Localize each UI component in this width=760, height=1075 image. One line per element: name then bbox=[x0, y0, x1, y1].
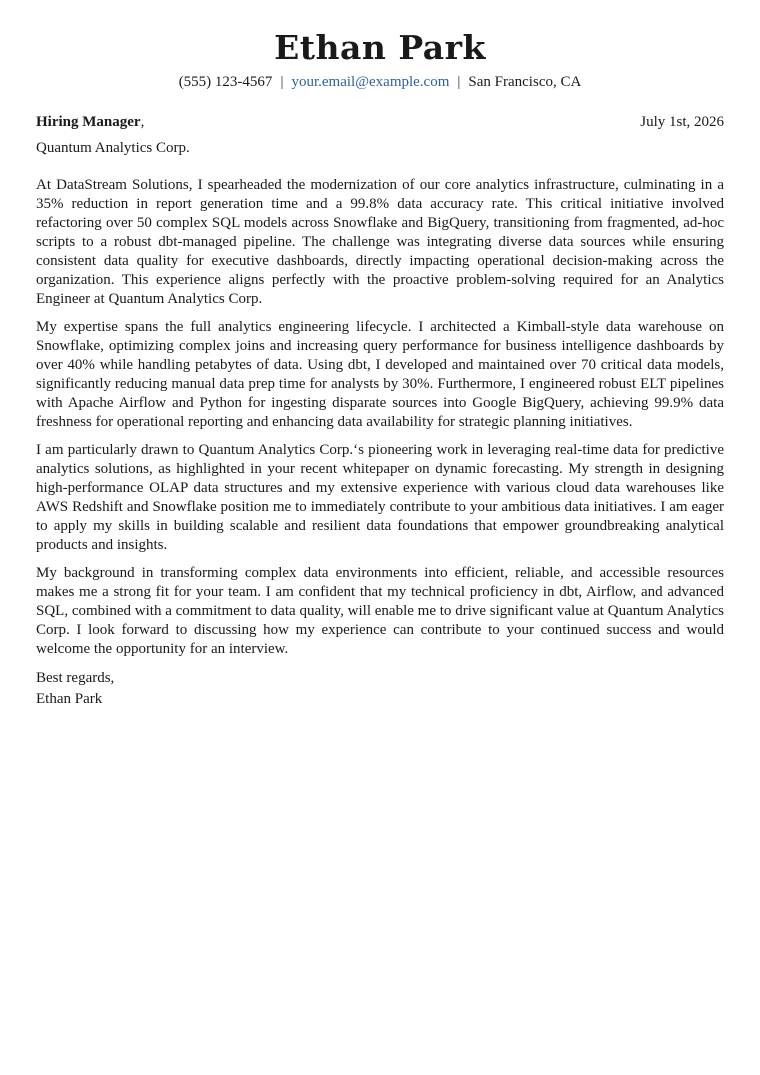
recipient-company: Quantum Analytics Corp. bbox=[36, 140, 190, 156]
letter-body bbox=[36, 176, 724, 659]
separator: | bbox=[457, 74, 461, 90]
closing-salutation: Best regards, bbox=[36, 670, 115, 686]
separator: | bbox=[280, 74, 284, 90]
phone-number: (555) 123-4567 bbox=[178, 74, 273, 90]
recipient-title-suffix: , bbox=[140, 114, 145, 130]
recipient-title: Hiring Manager bbox=[36, 114, 141, 130]
email-link[interactable]: your.email@example.com bbox=[291, 74, 450, 90]
location: San Francisco, CA bbox=[468, 74, 582, 90]
body-paragraph: My expertise spans the full analytics engineering lifecycle. I architected a Kimball-style data warehouse on Snowflake, optimizing complex joins and increasing query performance for business intelligence dashboards by over 40% while handling petabytes of data. Using dbt, I developed and maintained over 70 critical data models, significantly reducing manual data prep time for analysts by 30%. Furthermore, I engineered robust ELT pipelines with Apache Airflow and Python for ingesting disparate sources into Google BigQuery, achieving 99.9% data freshness for operational reporting and enhancing data availability for strategic planning initiatives. bbox=[36, 319, 724, 430]
letter-closing bbox=[36, 668, 724, 710]
cover-letter bbox=[36, 28, 724, 710]
letter-date: July 1st, 2026 bbox=[640, 114, 724, 130]
applicant-name: Ethan Park bbox=[274, 28, 486, 67]
body-paragraph: At DataStream Solutions, I spearheaded the modernization of our core analytics infrastructure, culminating in a 35% reduction in report generation time and a 99.8% data accuracy rate. This critical initiative involved refactoring over 50 complex SQL models across Snowflake and BigQuery, transitioning from fragmented, ad-hoc scripts to a robust dbt-managed pipeline. The challenge was integrating diverse data sources while ensuring consistent data quality for executive dashboards, directly impacting operational decision-making across the organization. This experience aligns perfectly with the proactive problem-solving required for an Analytics Engineer at Quantum Analytics Corp. bbox=[36, 177, 724, 307]
signature-name: Ethan Park bbox=[36, 691, 103, 707]
body-paragraph: My background in transforming complex data environments into efficient, reliable, and accessible resources makes me a strong fit for your team. I am confident that my technical proficiency in dbt, Airflow, and advanced SQL, combined with a commitment to data quality, will enable me to drive significant value at Quantum Analytics Corp. I look forward to discussing how my experience can contribute to your continued success and would welcome the opportunity for an interview. bbox=[36, 565, 724, 657]
body-paragraph: I am particularly drawn to Quantum Analytics Corp.‘s pioneering work in leveraging real-time data for predictive analytics solutions, as highlighted in your recent whitepaper on dynamic forecasting. My strength in designing high-performance OLAP data structures and my extensive experience with various cloud data warehouses like AWS Redshift and Snowflake position me to immediately contribute to your ambitious data initiatives. I am eager to apply my skills in building scalable and resilient data foundations that empower groundbreaking analytical products and insights. bbox=[36, 442, 724, 553]
recipient-greeting bbox=[36, 112, 144, 132]
contact-line bbox=[36, 72, 724, 92]
recipient-row bbox=[36, 112, 724, 132]
